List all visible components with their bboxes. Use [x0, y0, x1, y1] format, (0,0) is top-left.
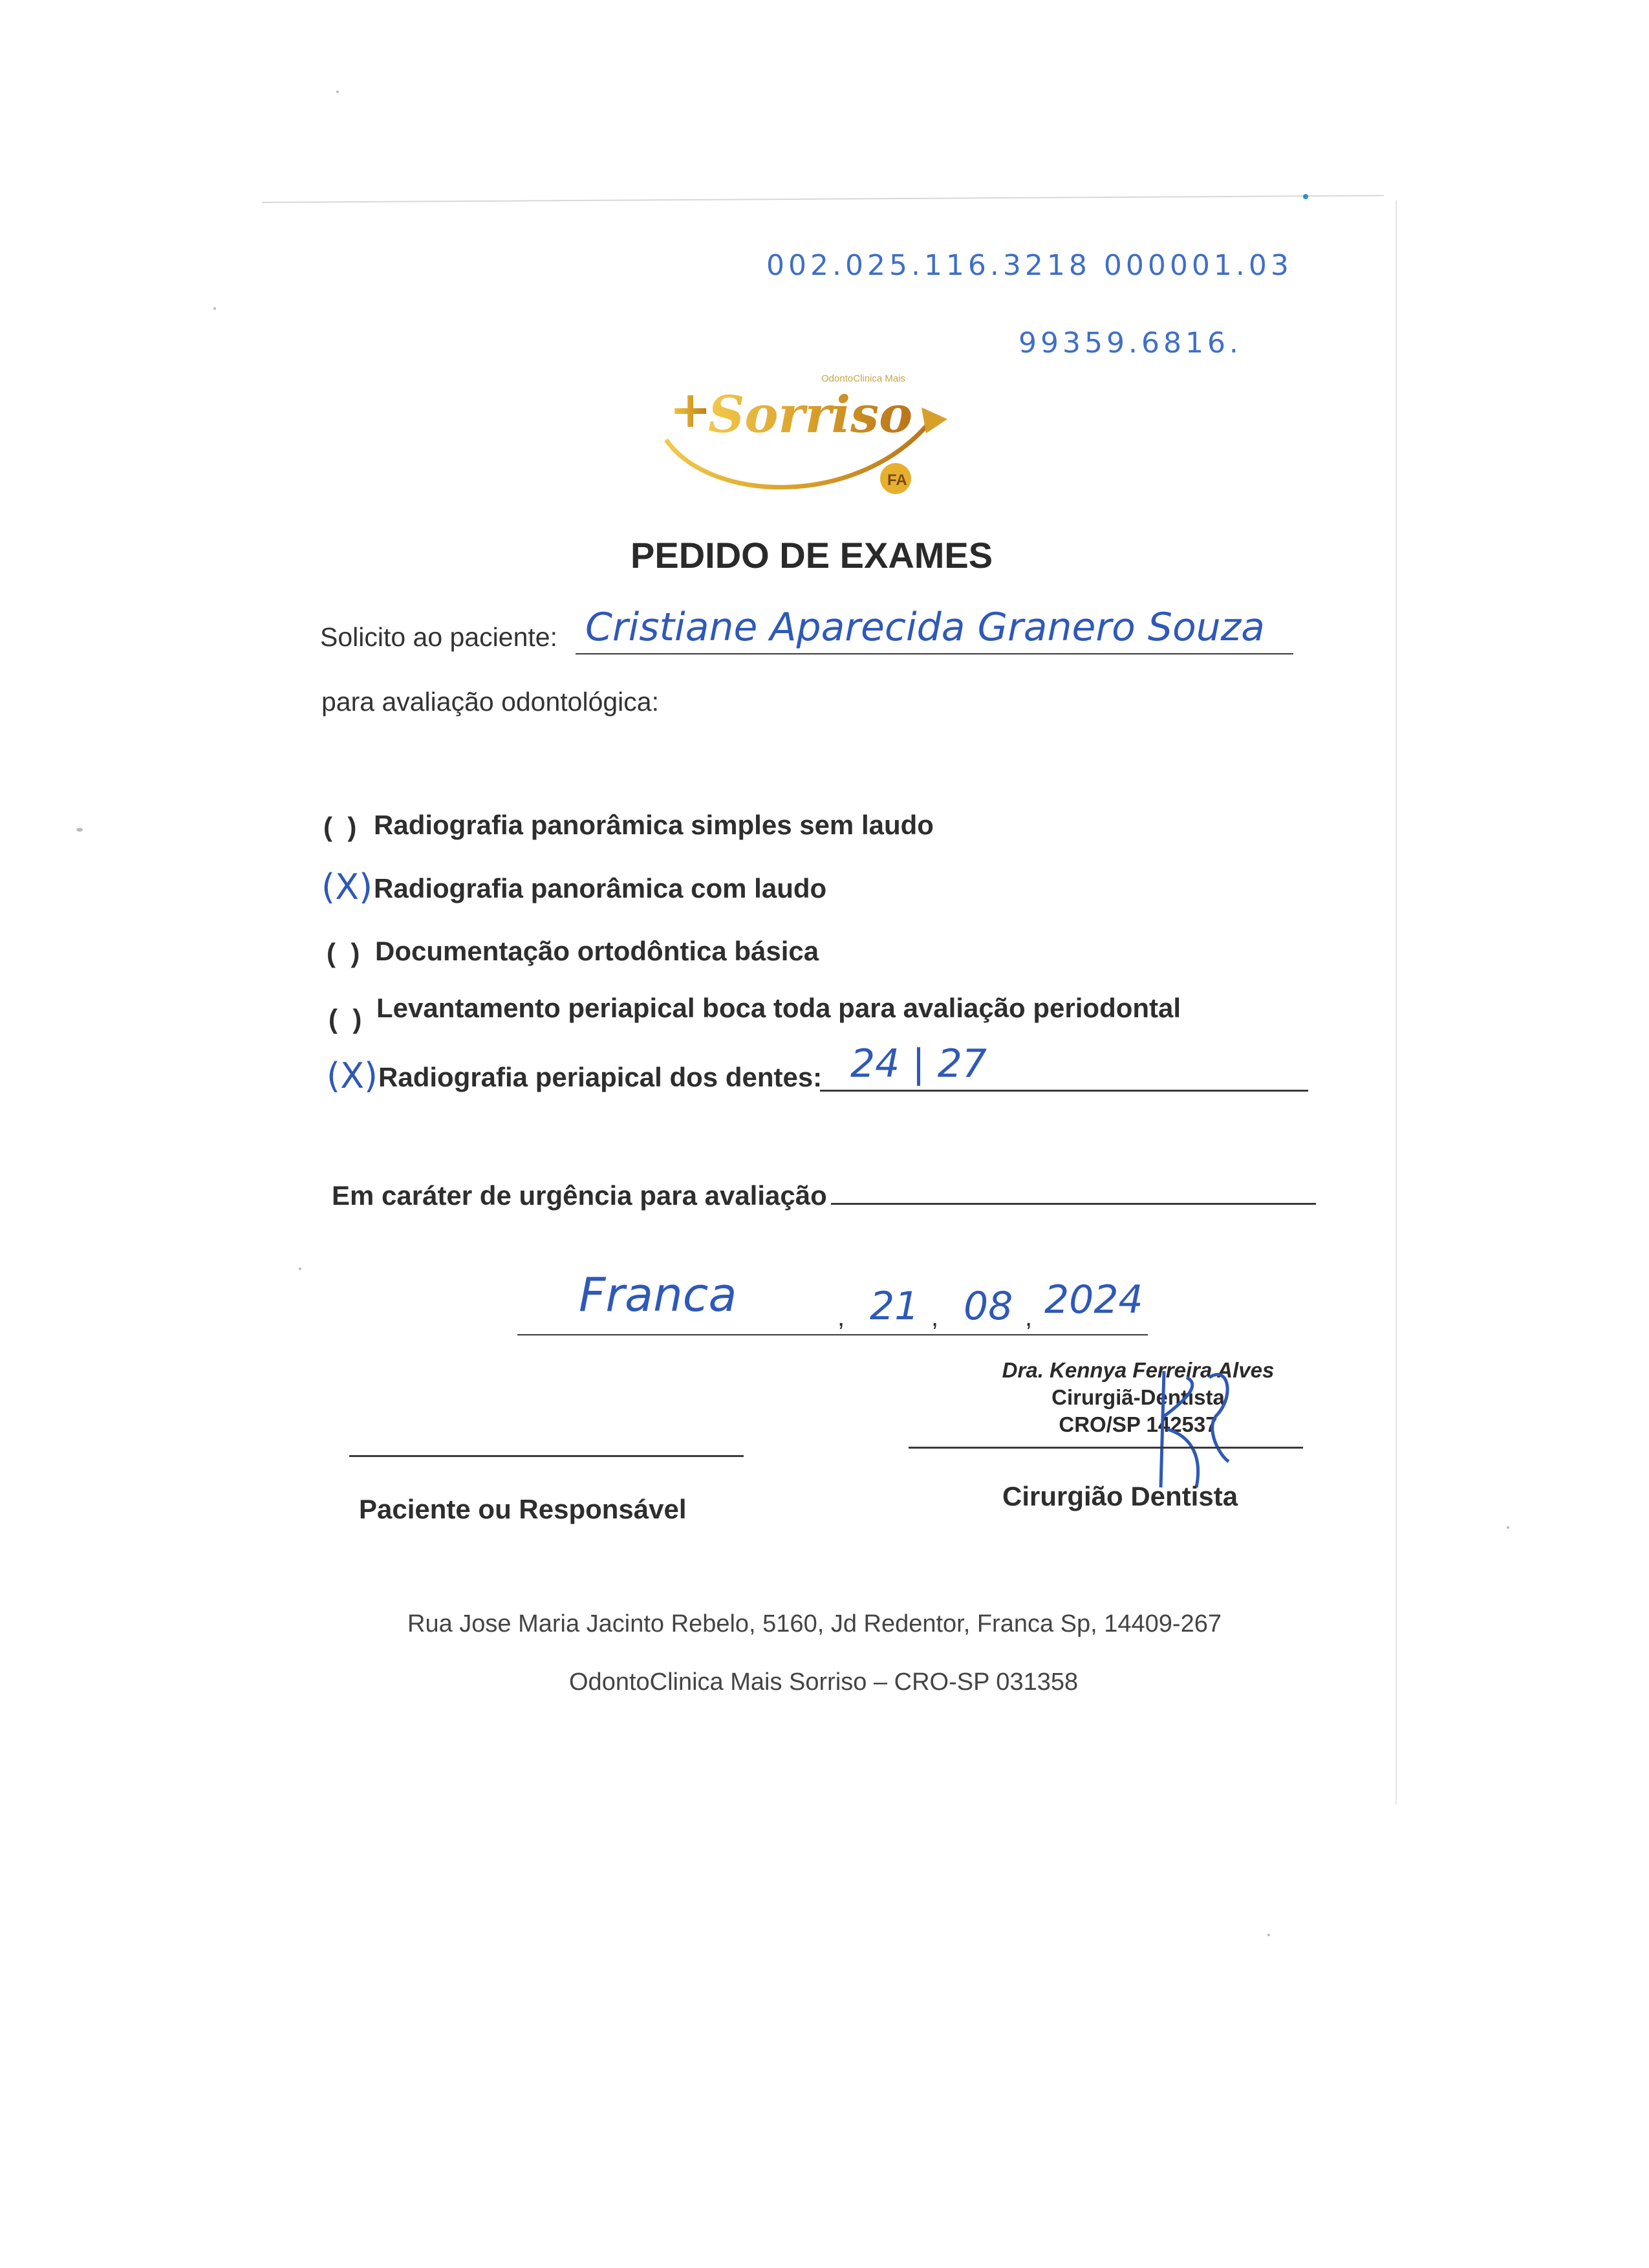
- scan-speck: [213, 307, 216, 310]
- scan-speck: [1267, 1934, 1270, 1936]
- urgency-label: Em caráter de urgência para avaliação: [332, 1180, 827, 1211]
- date-separator: ,: [931, 1303, 939, 1332]
- date-year: 2024: [1044, 1277, 1143, 1323]
- logo-arrow-tip: [921, 407, 947, 433]
- option-label: Radiografia periapical dos dentes:: [378, 1062, 823, 1092]
- patient-signature-line: [349, 1455, 744, 1457]
- teeth-line: [820, 1090, 1308, 1092]
- logo-brand: Sorriso: [708, 385, 913, 444]
- date-line: [517, 1334, 1148, 1335]
- logo-plus-sign: +: [669, 380, 712, 439]
- scan-speck: [336, 91, 339, 93]
- dentist-signature-label: Cirurgião Dentista: [1002, 1481, 1238, 1511]
- logo-seal-text: FA: [887, 471, 907, 489]
- dentist-signature-line: [909, 1447, 1303, 1449]
- clinic-logo: [647, 362, 951, 511]
- patient-label: Solicito ao paciente:: [320, 622, 557, 652]
- scan-speck: [1303, 194, 1308, 199]
- sheet-edge-right: [1396, 200, 1397, 1804]
- option-checkbox-checked[interactable]: (X): [321, 867, 373, 907]
- date-day: 21: [870, 1284, 920, 1329]
- patient-name-line: [576, 653, 1293, 654]
- option-label: Documentação ortodôntica básica: [375, 936, 819, 966]
- dentist-signature-scribble: [1138, 1358, 1255, 1494]
- urgency-line: [831, 1203, 1316, 1205]
- footer-address: Rua Jose Maria Jacinto Rebelo, 5160, Jd Redentor, Franca Sp, 14409-267: [407, 1610, 1222, 1637]
- option-label: Levantamento periapical boca toda para avaliação periodontal: [376, 993, 1181, 1023]
- page-title: PEDIDO DE EXAMES: [630, 535, 993, 576]
- option-checkbox-empty[interactable]: ( ): [327, 938, 360, 968]
- purpose-text: para avaliação odontológica:: [321, 687, 659, 717]
- sheet-edge-top: [262, 195, 1384, 203]
- option-checkbox-checked[interactable]: (X): [327, 1055, 378, 1096]
- footer-clinic: OdontoClinica Mais Sorriso – CRO-SP 031358: [569, 1669, 1079, 1696]
- scan-speck: [1507, 1526, 1509, 1529]
- teeth-numbers: 24 | 27: [850, 1041, 987, 1086]
- place: Franca: [579, 1268, 737, 1322]
- scan-speck: [76, 828, 83, 832]
- stamp-name: Dra. Kennya Ferreira Alves: [1002, 1358, 1275, 1382]
- logo-small-text: OdontoClinica Mais: [821, 373, 906, 384]
- option-label: Radiografia panorâmica com laudo: [374, 873, 827, 903]
- date-month: 08: [964, 1284, 1013, 1329]
- patient-name: Cristiane Aparecida Granero Souza: [585, 605, 1265, 650]
- patient-signature-label: Paciente ou Responsável: [359, 1494, 687, 1524]
- stamp-role: Cirurgiã-Dentista: [1051, 1385, 1225, 1409]
- date-separator: ,: [837, 1303, 845, 1332]
- stamp-cro: CRO/SP 142537: [1059, 1412, 1218, 1436]
- phone-number: 99359.6816.: [1018, 327, 1242, 360]
- date-separator: ,: [1025, 1303, 1033, 1332]
- scan-speck: [299, 1268, 301, 1270]
- option-checkbox-empty[interactable]: ( ): [323, 812, 357, 842]
- option-checkbox-empty[interactable]: ( ): [329, 1004, 362, 1034]
- protocol-number: 002.025.116.3218 000001.03: [766, 249, 1293, 282]
- option-label: Radiografia panorâmica simples sem laudo: [374, 810, 934, 840]
